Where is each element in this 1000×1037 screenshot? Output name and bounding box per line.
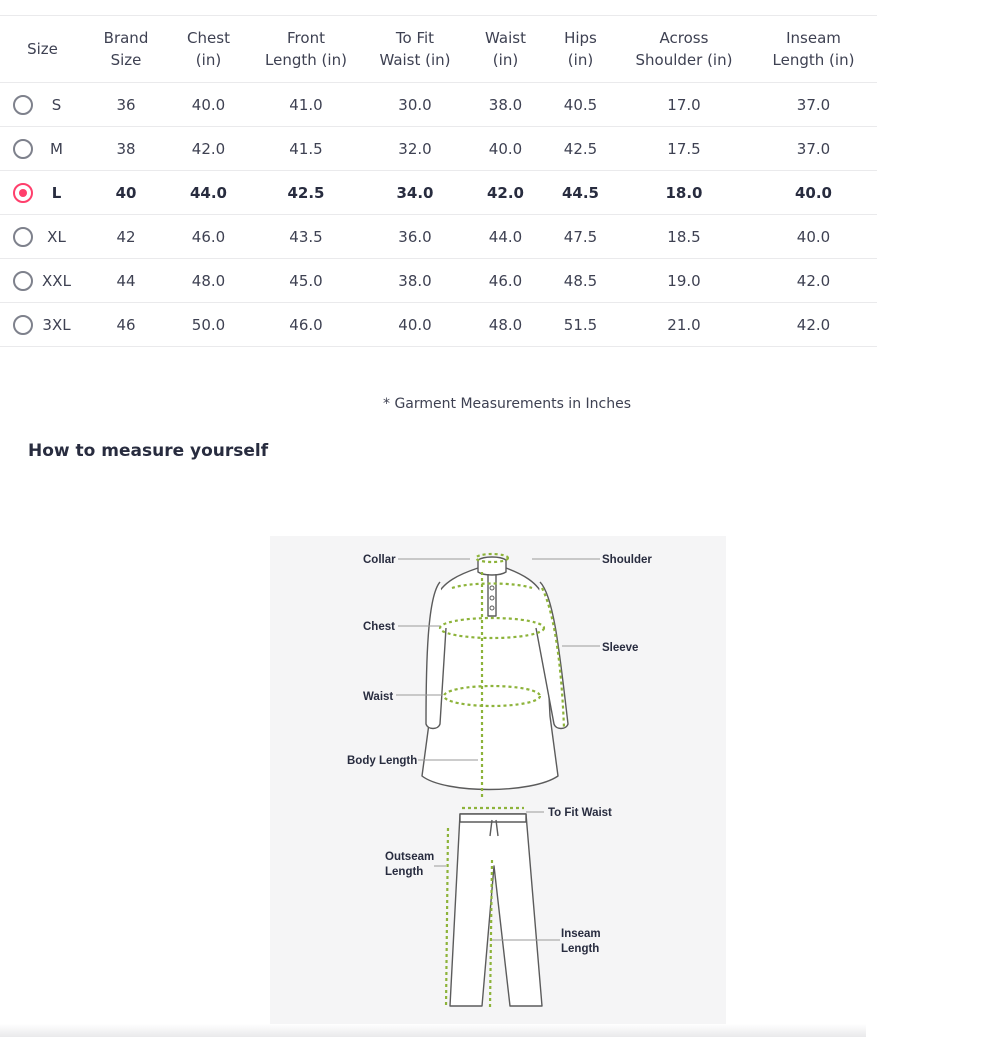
kurta-button-3	[490, 606, 494, 610]
header-hips: Hips (in)	[564, 29, 597, 69]
inseam-length-cell: 37.0	[796, 95, 831, 114]
size-radio-button[interactable]	[13, 95, 33, 115]
header-size: Size	[27, 40, 58, 58]
size-radio-button[interactable]	[13, 315, 33, 335]
measurement-note: * Garment Measurements in Inches	[383, 396, 632, 412]
size-radio-button[interactable]	[13, 227, 33, 247]
chest-cell: 44.0	[189, 183, 227, 202]
chest-cell: 40.0	[191, 95, 226, 114]
label-inseam-line2: Length	[561, 943, 600, 955]
size-label: M	[50, 139, 63, 158]
size-row[interactable]	[0, 171, 877, 215]
waist-cell: 44.0	[488, 227, 523, 246]
header-front-length: Front Length (in)	[265, 29, 347, 69]
to-fit-waist-cell: 34.0	[396, 183, 434, 202]
hips-cell: 48.5	[563, 271, 598, 290]
size-radio-button[interactable]	[13, 183, 33, 203]
kurta-button-2	[490, 596, 494, 600]
pyjama-outline	[450, 814, 542, 1006]
size-cell	[0, 127, 85, 171]
front-length-cell: 41.5	[289, 139, 323, 158]
garment-illustration	[270, 536, 726, 1030]
header-waist: Waist (in)	[485, 29, 526, 69]
chest-cell: 50.0	[191, 315, 226, 334]
label-shoulder: Shoulder	[602, 554, 652, 566]
to-fit-waist-cell: 38.0	[398, 271, 432, 290]
front-length-cell: 45.0	[289, 271, 323, 290]
inseam-length-cell: 42.0	[796, 315, 831, 334]
outseam-measure	[446, 828, 448, 1008]
brand-size-cell: 44	[116, 271, 136, 290]
hips-cell: 51.5	[563, 315, 598, 334]
across-shoulder-cell: 18.5	[667, 227, 701, 246]
label-sleeve: Sleeve	[602, 642, 639, 654]
size-label: 3XL	[42, 315, 71, 334]
header-across-shoulder: Across Shoulder (in)	[635, 29, 733, 69]
size-label: XL	[47, 227, 66, 246]
brand-size-cell: 36	[116, 95, 136, 114]
waist-cell: 42.0	[486, 183, 524, 202]
chest-cell: 46.0	[191, 227, 226, 246]
size-row[interactable]	[0, 259, 877, 303]
header-inseam-length: Inseam Length (in)	[772, 29, 855, 69]
size-radio-button[interactable]	[13, 139, 33, 159]
size-cell	[0, 171, 85, 215]
header-to-fit-waist: To Fit Waist (in)	[379, 29, 451, 69]
brand-size-cell: 46	[116, 315, 136, 334]
size-row[interactable]	[0, 303, 877, 347]
size-cell	[0, 303, 85, 347]
bottom-shadow	[0, 1024, 866, 1037]
across-shoulder-cell: 19.0	[667, 271, 701, 290]
label-outseam-line1: Outseam	[385, 851, 435, 863]
brand-size-cell: 42	[116, 227, 136, 246]
size-label: XXL	[42, 271, 71, 290]
section-heading: How to measure yourself	[28, 441, 269, 461]
waist-cell: 40.0	[488, 139, 523, 158]
waist-cell: 46.0	[488, 271, 523, 290]
to-fit-waist-cell: 32.0	[398, 139, 432, 158]
pyjama-waistband	[460, 814, 526, 822]
label-waist: Waist	[363, 691, 394, 703]
brand-size-cell: 38	[116, 139, 136, 158]
chest-cell: 48.0	[191, 271, 226, 290]
label-to-fit-waist: To Fit Waist	[548, 807, 612, 819]
inseam-length-cell: 40.0	[794, 183, 832, 202]
label-inseam-line1: Inseam	[561, 928, 601, 940]
front-length-cell: 46.0	[289, 315, 323, 334]
waist-cell: 48.0	[488, 315, 523, 334]
front-length-cell: 42.5	[287, 183, 325, 202]
hips-cell: 40.5	[563, 95, 598, 114]
waist-cell: 38.0	[488, 95, 523, 114]
label-outseam-line2: Length	[385, 866, 424, 878]
header-chest: Chest (in)	[187, 29, 230, 69]
across-shoulder-cell: 17.5	[667, 139, 701, 158]
to-fit-waist-cell: 40.0	[398, 315, 432, 334]
kurta-button-1	[490, 586, 494, 590]
size-cell	[0, 259, 85, 303]
across-shoulder-cell: 17.0	[667, 95, 701, 114]
size-row[interactable]	[0, 127, 877, 171]
inseam-length-cell: 40.0	[796, 227, 831, 246]
hips-cell: 42.5	[563, 139, 598, 158]
front-length-cell: 41.0	[289, 95, 323, 114]
size-radio-button[interactable]	[13, 271, 33, 291]
measurement-diagram	[270, 536, 726, 1030]
brand-size-cell: 40	[115, 183, 137, 202]
chest-cell: 42.0	[191, 139, 226, 158]
size-row[interactable]	[0, 215, 877, 259]
across-shoulder-cell: 21.0	[667, 315, 701, 334]
header-brand-size: Brand Size	[103, 29, 149, 69]
size-label: S	[51, 95, 62, 114]
size-row[interactable]	[0, 83, 877, 127]
label-chest: Chest	[363, 621, 395, 633]
label-collar: Collar	[363, 554, 396, 566]
hips-cell: 44.5	[561, 183, 599, 202]
size-cell	[0, 215, 85, 259]
inseam-length-cell: 37.0	[796, 139, 831, 158]
across-shoulder-cell: 18.0	[665, 183, 703, 202]
size-label: L	[51, 183, 62, 202]
front-length-cell: 43.5	[289, 227, 323, 246]
to-fit-waist-cell: 30.0	[398, 95, 432, 114]
size-chart-table	[0, 15, 877, 347]
to-fit-waist-cell: 36.0	[398, 227, 432, 246]
hips-cell: 47.5	[563, 227, 598, 246]
size-chart-header-row	[0, 16, 877, 83]
inseam-length-cell: 42.0	[796, 271, 831, 290]
size-cell	[0, 83, 85, 127]
label-body-length: Body Length	[347, 755, 418, 767]
